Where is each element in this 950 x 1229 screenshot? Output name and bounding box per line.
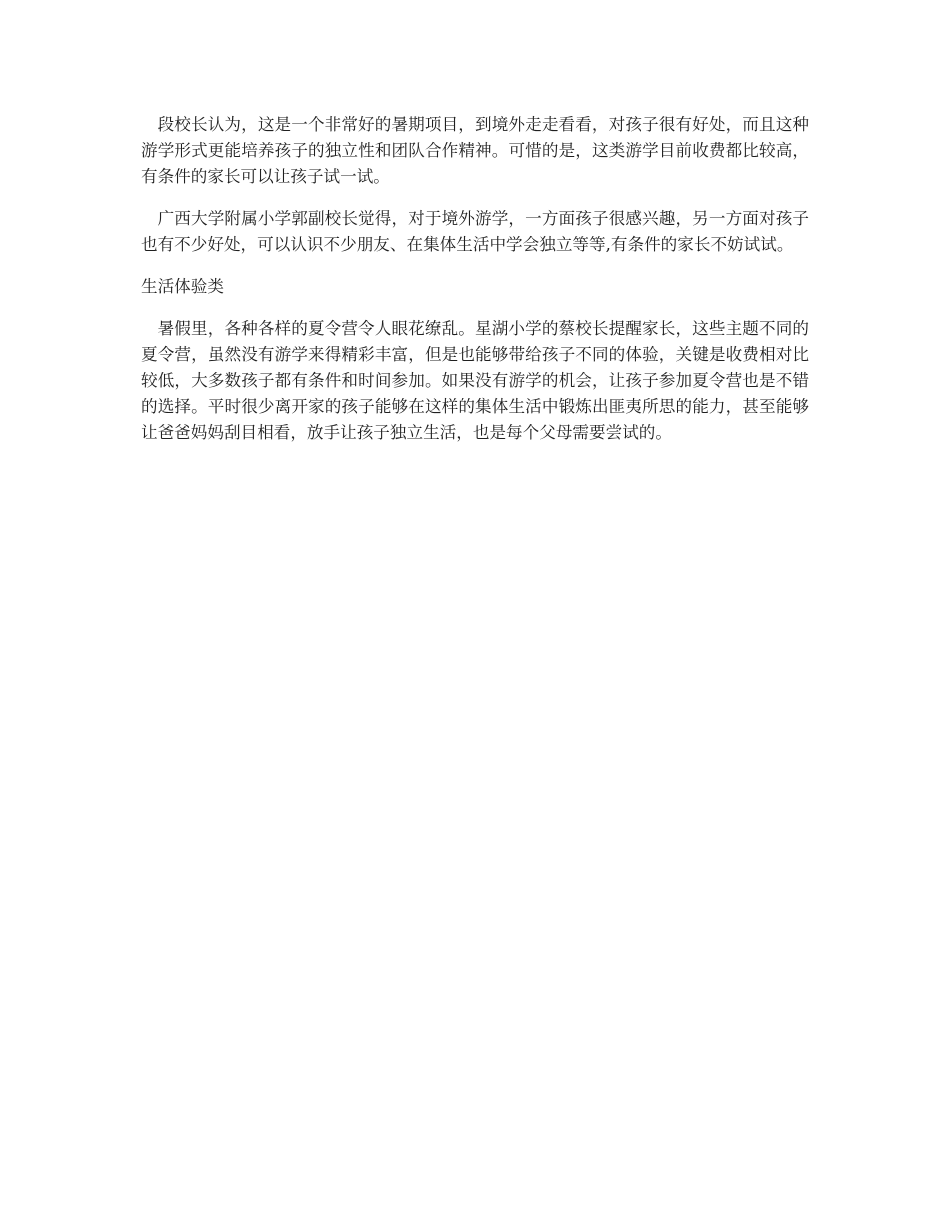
paragraph-vice-principal-guo: 广西大学附属小学郭副校长觉得，对于境外游学，一方面孩子很感兴趣，另一方面对孩子也有不少好处，可以认识不少朋友、在集体生活中学会独立等等,有条件的家长不妨试试。 <box>141 209 809 254</box>
paragraph-principal-duan: 段校长认为，这是一个非常好的暑期项目，到境外走走看看，对孩子很有好处，而且这种游学形式更能培养孩子的独立性和团队合作精神。可惜的是，这类游学目前收费都比较高，有条件的家长可以让孩子试一试。 <box>141 115 809 186</box>
document-body <box>141 112 809 462</box>
paragraph-summer-camp: 暑假里，各种各样的夏令营令人眼花缭乱。星湖小学的蔡校长提醒家长，这些主题不同的夏令营，虽然没有游学来得精彩丰富，但是也能够带给孩子不同的体验，关键是收费相对比较低，大多数孩子都有条件和时间参加。如果没有游学的机会，让孩子参加夏令营也是不错的选择。平时很少离开家的孩子能够在这样的集体生活中锻炼出匪夷所思的能力，甚至能够让爸爸妈妈刮目相看，放手让孩子独立生活，也是每个父母需要尝试的。 <box>141 319 809 442</box>
section-heading-life-experience: 生活体验类 <box>141 277 224 296</box>
